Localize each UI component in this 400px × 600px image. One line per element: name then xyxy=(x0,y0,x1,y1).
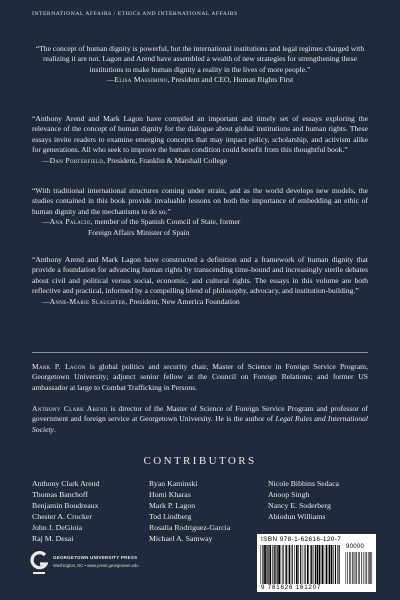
contributors-heading: CONTRIBUTORS xyxy=(143,455,257,467)
barcode-bar xyxy=(365,552,366,584)
publisher-name: GEORGETOWN UNIVERSITY PRESS xyxy=(53,555,138,560)
blurb-porterfield xyxy=(32,114,368,166)
barcode-bar xyxy=(368,552,369,584)
barcode-bar xyxy=(286,545,287,584)
barcode-ean-number: 9 781626 161207 xyxy=(261,584,322,591)
barcode-bar xyxy=(329,545,330,584)
barcode-bar xyxy=(363,552,364,584)
barcode-bar xyxy=(337,545,338,584)
barcode-bar xyxy=(331,545,333,584)
bio-book-title: Legal Rules and International Society xyxy=(32,414,368,434)
contributor-name: Chester A. Crocker xyxy=(32,512,92,521)
barcode-bar xyxy=(298,545,299,584)
contributor-name: Tod Lindberg xyxy=(149,512,192,521)
barcode-bar xyxy=(326,545,327,584)
barcode-bar xyxy=(328,545,329,584)
georgetown-press-logo-icon xyxy=(30,548,48,576)
barcode-bar xyxy=(269,545,271,584)
bio-text: is global politics and security chair, Master of Science in Foreign Service Program, Georgetown University; adjunct senior fellow at the Council on Foreign Relations; and former US ambassador at large to Combat Trafficking in Persons. xyxy=(32,362,368,392)
barcode-bar xyxy=(311,545,312,584)
barcode-bar xyxy=(352,552,353,584)
isbn-label: ISBN 978-1-62616-120-7 xyxy=(261,536,342,543)
barcode-bars-addon xyxy=(345,552,373,584)
barcode-bar xyxy=(294,545,295,584)
contributor-name: Michael A. Samway xyxy=(149,534,213,543)
barcode-bar xyxy=(339,545,340,584)
barcode-bar xyxy=(274,545,275,584)
blurb-attribution: —Anne-Marie Slaughter, President, New America Foundation xyxy=(42,296,240,306)
barcode-bar xyxy=(346,552,347,584)
blurb-attribution: —Dan Porterfield, President, Franklin & Marshall College xyxy=(42,155,227,165)
barcode-bar xyxy=(315,545,316,584)
contributor-name: Raj M. Desai xyxy=(32,534,74,543)
blurb-author: Ana Palacio xyxy=(49,217,91,227)
contributor-name: Rosalia Rodriguez-Garcia xyxy=(149,523,231,532)
barcode-bar xyxy=(277,545,278,584)
blurb-text: “With traditional international structures coming under strain, and as the world develops new models, the studies contained in this book provide invaluable lessons on both the importance of embedding an ethic of human dignity and the mechanisms to do so.” xyxy=(32,186,368,216)
barcode-bar xyxy=(358,552,359,584)
barcode-bar xyxy=(369,552,370,584)
barcode-addon-number: 90000 xyxy=(346,544,365,550)
blurb-affiliation: , President and CEO, Human Rights First xyxy=(167,75,294,85)
blurb-affiliation: , President, New America Foundation xyxy=(125,296,240,306)
barcode-bar xyxy=(333,545,334,584)
contributors-column-2 xyxy=(149,478,230,544)
contributor-name: Nancy E. Soderberg xyxy=(268,501,331,510)
barcode-bar xyxy=(347,552,348,584)
blurb-author: Dan Porterfield xyxy=(49,155,104,165)
barcode-bar xyxy=(349,552,350,584)
barcode-bar xyxy=(261,545,262,584)
blurb-affiliation: , President, Franklin & Marshall College xyxy=(103,155,227,165)
barcode-bar xyxy=(370,552,371,584)
barcode-bar xyxy=(359,552,360,584)
blurb-affiliation-line2: Foreign Affairs Minister of Spain xyxy=(88,227,190,237)
category-header: INTERNATIONAL AFFAIRS / ETHICS AND INTERNATIONAL AFFAIRS xyxy=(32,11,238,17)
barcode-bar xyxy=(275,545,276,584)
barcode-bar xyxy=(300,545,301,584)
barcode-bar xyxy=(321,545,322,584)
barcode-bar xyxy=(264,545,266,584)
contributor-name: John J. DeGioia xyxy=(32,523,83,532)
contributor-name: Ryan Kaminski xyxy=(149,479,198,488)
blurb-text: “Anthony Arend and Mark Lagon have constructed a definition and a framework of human dignity that provide a foundation for advancing human rights by transcending time-bound and increasingly sterile debates about civil and political versus social, economic, and cultural rights. The essays in this volume are both reflective and practical, informed by a compelling blend of philosophy, advocacy, and institution-building.” xyxy=(32,255,368,296)
bio-lagon xyxy=(32,362,368,393)
barcode-bar xyxy=(317,545,319,584)
barcode-bar xyxy=(292,545,293,584)
blurb-attribution: —Ana Palacio, member of the Spanish Council of State, former xyxy=(42,217,241,227)
barcode-bar xyxy=(335,545,336,584)
contributor-name: Anoop Singh xyxy=(268,490,310,499)
barcode-bar xyxy=(266,545,267,584)
isbn-barcode xyxy=(257,534,376,592)
publisher-address: Washington, DC • www.press.georgetown.edu xyxy=(53,563,139,568)
barcode-bar xyxy=(322,545,324,584)
barcode-bar xyxy=(262,545,263,584)
bio-text: is director of the Master of Science of Foreign Service Program and professor of government and foreign service at Georgetown University. He is the author of xyxy=(32,404,368,424)
barcode-bar xyxy=(305,545,306,584)
barcode-bar xyxy=(354,552,355,584)
barcode-bar xyxy=(307,545,309,584)
blurb-massimino xyxy=(32,44,368,86)
barcode-bar xyxy=(289,545,291,584)
barcode-bar xyxy=(310,545,311,584)
bio-arend xyxy=(32,404,368,435)
contributors-column-3 xyxy=(268,478,339,522)
barcode-bar xyxy=(272,545,273,584)
contributors-column-1 xyxy=(32,478,100,544)
barcode-bar xyxy=(268,545,269,584)
contributor-name: Homi Kharas xyxy=(149,490,191,499)
barcode-bar xyxy=(281,545,282,584)
contributor-name: Abiodun Williams xyxy=(268,512,326,521)
bio-name: Anthony Clark Arend xyxy=(32,404,108,413)
blurb-affiliation: , member of the Spanish Council of State, former xyxy=(90,217,241,227)
blurb-text: “The concept of human dignity is powerful, but the international institutions and legal regimes charged with realizing it are not. Lagon and Arend have assembled a wealth of new strategies for strengthening these institutions to make human dignity a reality in the lives of more people.” xyxy=(35,44,365,74)
barcode-bar xyxy=(325,545,326,584)
barcode-bars-main xyxy=(260,545,342,584)
contributor-name: Anthony Clark Arend xyxy=(32,479,100,488)
blurb-text: “Anthony Arend and Mark Lagon have compiled an important and timely set of essays exploring the relevance of the concept of human dignity for the dialogue about global institutions and human rights. These essays invite readers to examine emerging concepts that may impact policy, scholarship, and activism alike for generations. All who seek to improve the human condition could benefit from this thoughtful book.” xyxy=(32,114,368,155)
contributor-name: Nicole Bibbins Sedaca xyxy=(268,479,340,488)
barcode-bar xyxy=(351,552,352,584)
contributor-name: Mark P. Lagon xyxy=(149,501,196,510)
blurb-author: Elisa Massimino xyxy=(114,75,168,85)
barcode-bar xyxy=(319,545,320,584)
section-divider xyxy=(32,352,368,353)
blurb-author: Anne-Marie Slaughter xyxy=(49,296,126,306)
barcode-bar xyxy=(356,552,357,584)
blurb-attribution: —Elisa Massimino, President and CEO, Human Rights First xyxy=(106,75,294,85)
blurb-palacio xyxy=(32,186,368,238)
barcode-bar xyxy=(372,552,373,584)
bio-name: Mark P. Lagon xyxy=(32,362,86,371)
bio-text-end: . xyxy=(53,424,56,434)
barcode-bar xyxy=(361,552,362,584)
barcode-bar xyxy=(283,545,284,584)
barcode-bar xyxy=(313,545,314,584)
contributor-name: Benjamin Boudreaux xyxy=(32,501,99,510)
contributor-name: Thomas Banchoff xyxy=(32,490,88,499)
barcode-bar xyxy=(285,545,286,584)
barcode-bar xyxy=(278,545,280,584)
barcode-bar xyxy=(366,552,367,584)
barcode-bar xyxy=(303,545,304,584)
barcode-bar xyxy=(355,552,356,584)
barcode-bar xyxy=(296,545,298,584)
blurb-slaughter xyxy=(32,255,368,307)
